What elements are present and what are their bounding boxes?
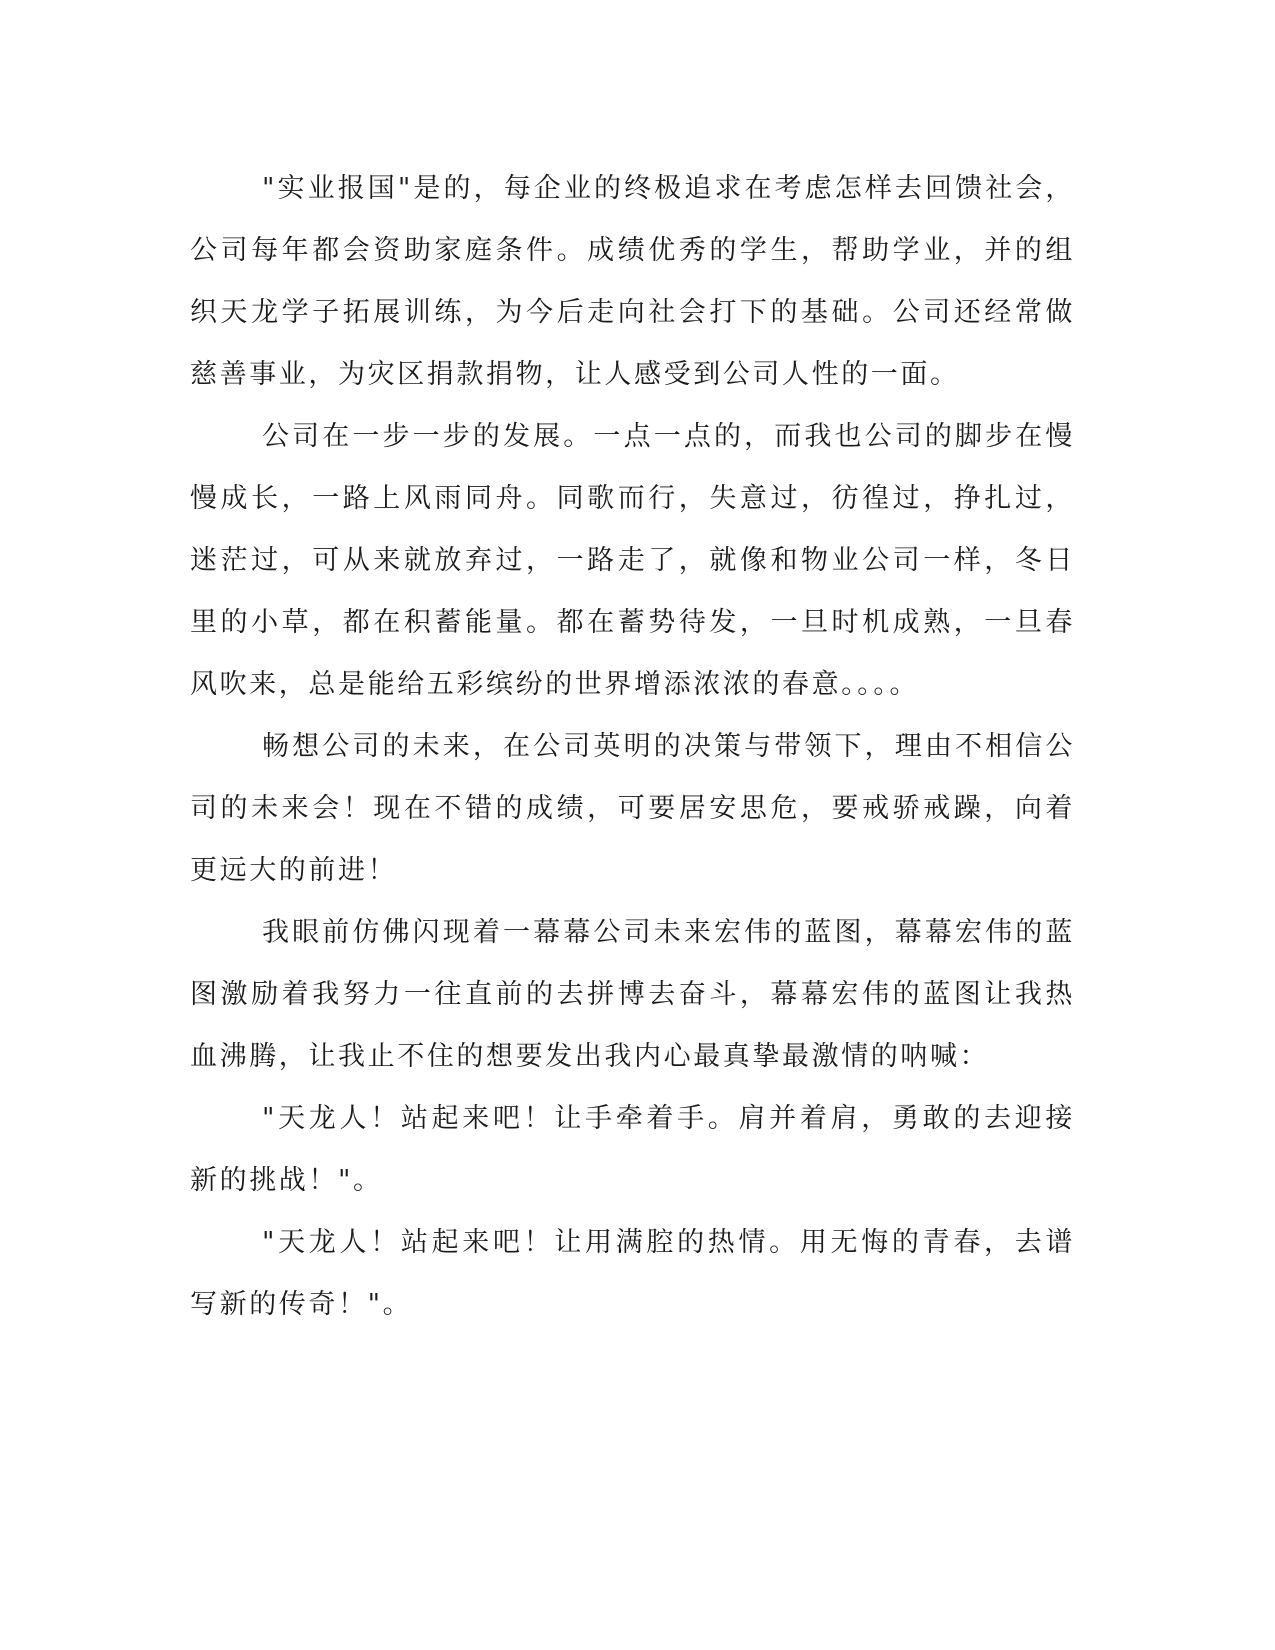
paragraph-6: "天龙人！站起来吧！让用满腔的热情。用无悔的青春，去谱写新的传奇！"。 [190,1227,1075,1320]
paragraph-2: 公司在一步一步的发展。一点一点的，而我也公司的脚步在慢慢成长，一路上风雨同舟。同歌而行，失意过，彷徨过，挣扎过，迷茫过，可从来就放弃过，一路走了，就像和物业公司一样，冬日里的小草，都在积蓄能量。都在蓄势待发，一旦时机成熟，一旦春风吹来，总是能给五彩缤纷的世界增添浓浓的春意。。。。 [190,421,1075,700]
paragraph-1: "实业报国"是的，每企业的终极追求在考虑怎样去回馈社会，公司每年都会资助家庭条件。成绩优秀的学生，帮助学业，并的组织天龙学子拓展训练，为今后走向社会打下的基础。公司还经常做慈善事业，为灾区捐款捐物，让人感受到公司人性的一面。 [190,173,1075,390]
document-body [190,158,1075,1336]
paragraph-3: 畅想公司的未来，在公司英明的决策与带领下，理由不相信公司的未来会！现在不错的成绩，可要居安思危，要戒骄戒躁，向着更远大的前进！ [190,731,1075,886]
paragraph-5: "天龙人！站起来吧！让手牵着手。肩并着肩，勇敢的去迎接新的挑战！"。 [190,1103,1075,1196]
paragraph-4: 我眼前仿佛闪现着一幕幕公司未来宏伟的蓝图，幕幕宏伟的蓝图激励着我努力一往直前的去拼博去奋斗，幕幕宏伟的蓝图让我热血沸腾，让我止不住的想要发出我内心最真挚最激情的呐喊： [190,917,1075,1072]
